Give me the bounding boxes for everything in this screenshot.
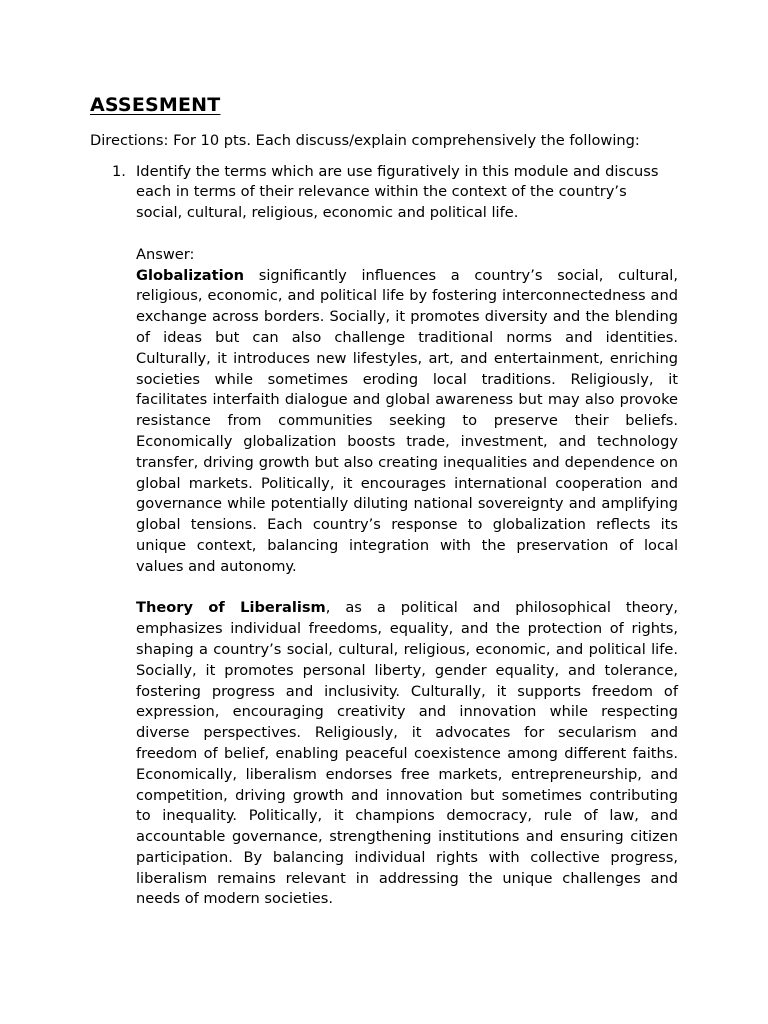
list-item-body bbox=[136, 162, 678, 911]
paragraph-text: , as a political and philosophical theory, emphasizes individual freedoms, equality, and the protection of rights, shaping a country’s social, cultural, religious, economic, and political life. Socially, it promotes personal liberty, gender equality, and tolerance, fostering progress and inclusivity. Culturally, it supports freedom of expression, encouraging creativity and innovation while respecting diverse perspectives. Religiously, it advocates for secularism and freedom of belief, enabling peaceful coexistence among different faiths. Economically, liberalism endorses free markets, entrepreneurship, and competition, driving growth and innovation but sometimes contributing to inequality. Politically, it champions democracy, rule of law, and accountable governance, strengthening institutions and ensuring citizen participation. By balancing individual rights with collective progress, liberalism remains relevant in addressing the unique challenges and needs of modern societies. bbox=[136, 599, 679, 908]
term-liberalism: Theory of Liberalism bbox=[136, 599, 326, 617]
list-item bbox=[90, 162, 678, 911]
answer-label: Answer: bbox=[136, 245, 195, 263]
answer-paragraph-globalization bbox=[136, 266, 678, 578]
term-globalization: Globalization bbox=[136, 266, 245, 284]
paragraph-text: significantly influences a country’s social, cultural, religious, economic, and political life by fostering interconnectedness and exchange across borders. Socially, it promotes diversity and the blending of ideas but can also challenge traditional norms and identities. Culturally, it introduces new lifestyles, art, and entertainment, enriching societies while sometimes eroding local traditions. Religiously, it facilitates interfaith dialogue and global awareness but may also provoke resistance from communities seeking to preserve their beliefs. Economically globalization boosts trade, investment, and technology transfer, driving growth but also creating inequalities and dependence on global markets. Politically, it encourages international cooperation and governance while potentially diluting national sovereignty and amplifying global tensions. Each country’s response to globalization reflects its unique context, balancing integration with the preservation of local values and autonomy. bbox=[136, 266, 678, 575]
answer-paragraph-liberalism bbox=[136, 598, 678, 910]
directions-text: Directions: For 10 pts. Each discuss/explain comprehensively the following: bbox=[90, 132, 640, 149]
page-title: ASSESMENT bbox=[90, 94, 221, 116]
list-item-number: 1. bbox=[112, 162, 126, 180]
question-text: Identify the terms which are use figuratively in this module and discuss each in terms of their relevance within the context of the country’s social, cultural, religious, economic and political life. bbox=[136, 162, 659, 222]
